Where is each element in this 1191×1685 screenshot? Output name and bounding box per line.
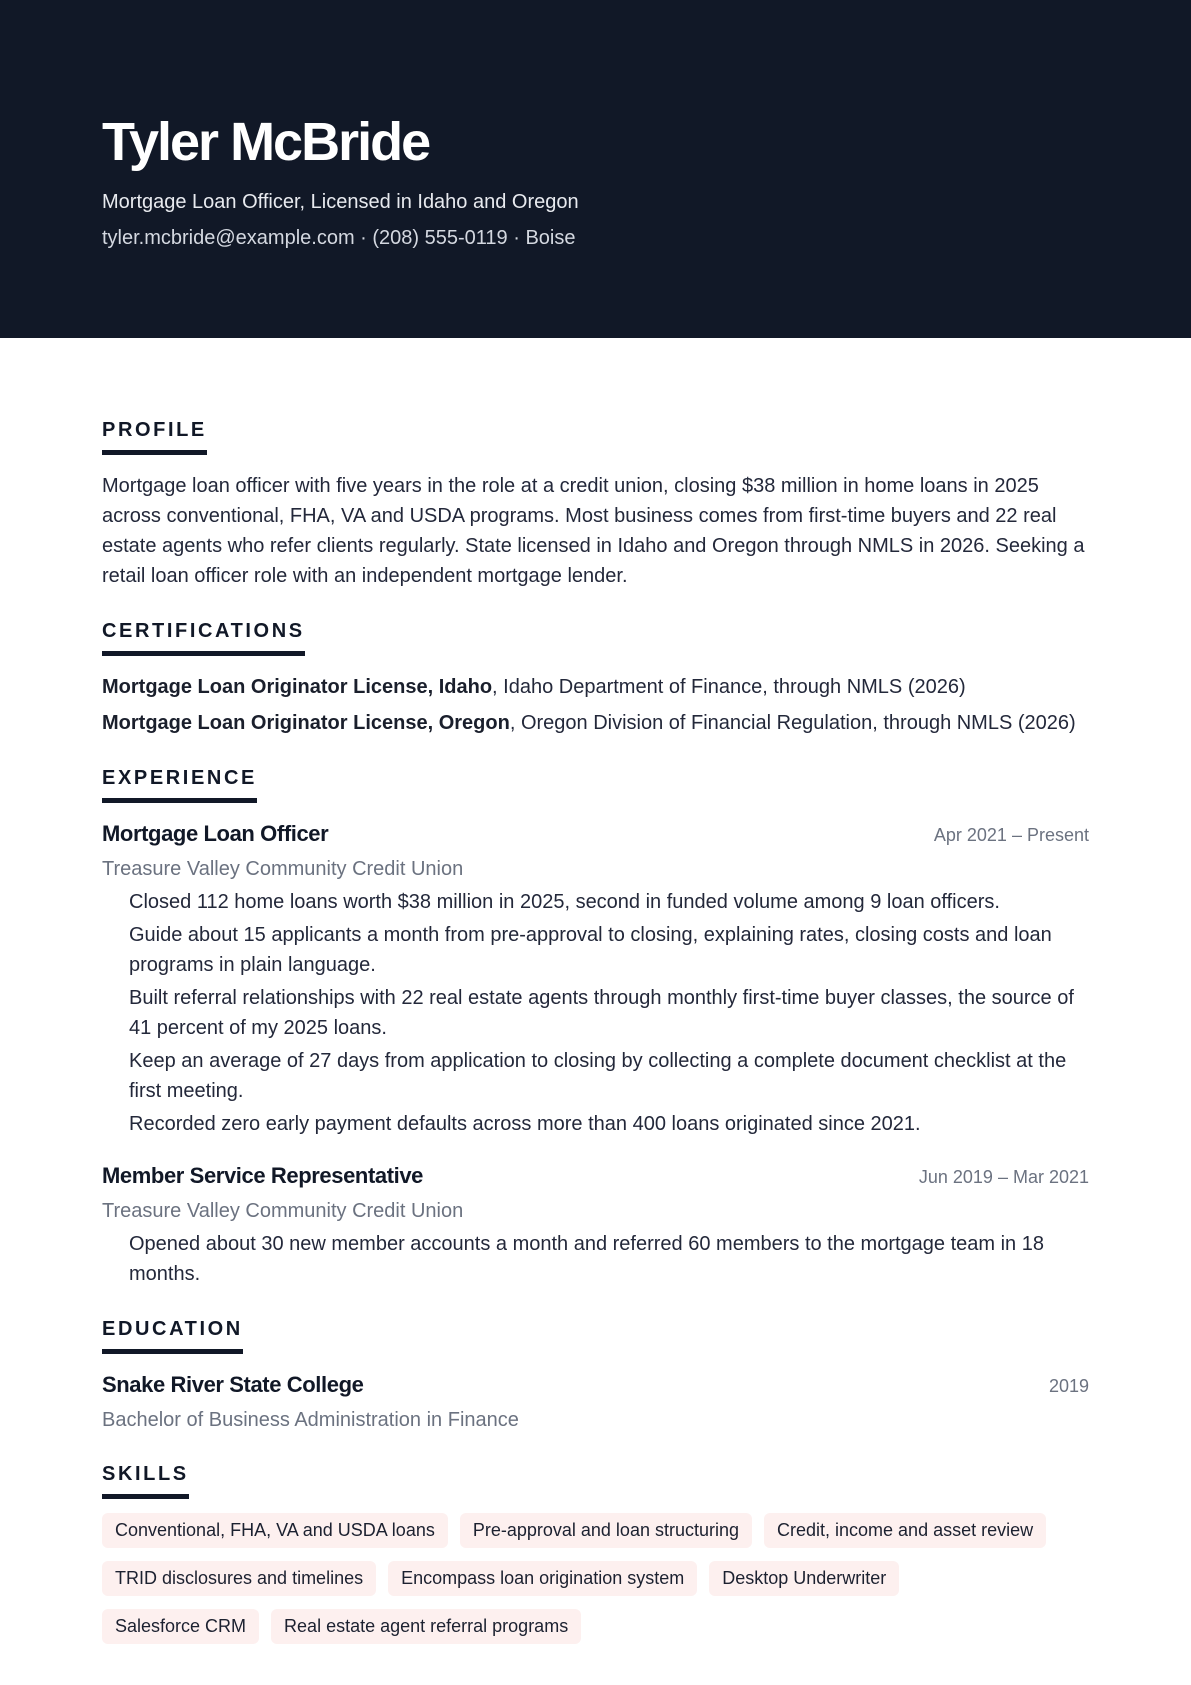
- skill-chip: Pre-approval and loan structuring: [460, 1513, 752, 1548]
- experience-section: [102, 764, 1089, 1289]
- candidate-name: Tyler McBride: [102, 112, 430, 172]
- degree: Bachelor of Business Administration in Finance: [102, 1409, 519, 1431]
- skill-chip: Salesforce CRM: [102, 1609, 259, 1644]
- job-bullet: Keep an average of 27 days from application to closing by collecting a complete document checklist at the first meeting.: [129, 1050, 1067, 1102]
- certification-detail: , Oregon Division of Financial Regulation, through NMLS (2026): [509, 712, 1076, 734]
- job-organization: Treasure Valley Community Credit Union: [102, 1200, 464, 1222]
- certification-name: Mortgage Loan Originator License, Oregon: [102, 712, 510, 734]
- skills-list: [102, 1513, 1062, 1644]
- school-name: Snake River State College: [102, 1372, 364, 1397]
- job-entry: [102, 1161, 1089, 1289]
- education-entry: [102, 1370, 1089, 1434]
- job-entry: [102, 819, 1089, 1139]
- certification-list: [102, 672, 1089, 738]
- job-title: Member Service Representative: [102, 1163, 424, 1188]
- job-bullet: Closed 112 home loans worth $38 million in 2025, second in funded volume among 9 loan officers.: [129, 891, 1000, 913]
- certification-name: Mortgage Loan Originator License, Idaho: [102, 676, 493, 698]
- job-bullet: Guide about 15 applicants a month from pre-approval to closing, explaining rates, closing costs and loan programs in plain language.: [129, 924, 1052, 976]
- job-bullets: [102, 1229, 1089, 1289]
- job-bullet: Recorded zero early payment defaults across more than 400 loans originated since 2021.: [129, 1113, 921, 1135]
- skill-chip: Encompass loan origination system: [388, 1561, 697, 1596]
- job-dates: Apr 2021 – Present: [933, 825, 1089, 845]
- skill-chip: Conventional, FHA, VA and USDA loans: [102, 1513, 448, 1548]
- education-header: [102, 1370, 1089, 1400]
- skill-chip: Credit, income and asset review: [764, 1513, 1046, 1548]
- certification-item: [102, 672, 1089, 702]
- certification-item: [102, 708, 1089, 738]
- job-dates: Jun 2019 – Mar 2021: [918, 1167, 1089, 1187]
- profile-text: Mortgage loan officer with five years in the role at a credit union, closing $38 million in home loans in 2025 across conventional, FHA, VA and USDA programs. Most business comes from first-time buyers and 22 real estate agents who refer clients regularly. State licensed in Idaho and Oregon through NMLS in 2026. Seeking a retail loan officer role with an independent mortgage lender.: [102, 475, 1085, 587]
- job-bullet: Built referral relationships with 22 real estate agents through monthly first-time buyer classes, the source of 41 percent of my 2025 loans.: [129, 987, 1074, 1039]
- section-title-profile: PROFILE: [102, 416, 207, 455]
- resume-body: [0, 338, 1191, 1644]
- education-section: [102, 1315, 1089, 1434]
- certification-detail: , Idaho Department of Finance, through NMLS (2026): [492, 676, 966, 698]
- contact-line: tyler.mcbride@example.com · (208) 555-0119 · Boise: [102, 227, 576, 249]
- job-header: [102, 1161, 1089, 1191]
- job-bullets: [102, 887, 1089, 1139]
- job-bullet: Opened about 30 new member accounts a month and referred 60 members to the mortgage team in 18 months.: [129, 1233, 1044, 1285]
- candidate-tagline: Mortgage Loan Officer, Licensed in Idaho and Oregon: [102, 191, 579, 213]
- resume-header: [0, 0, 1191, 338]
- certifications-section: [102, 617, 1089, 738]
- job-organization: Treasure Valley Community Credit Union: [102, 858, 464, 880]
- skills-section: [102, 1460, 1089, 1644]
- section-title-certifications: CERTIFICATIONS: [102, 617, 305, 656]
- job-header: [102, 819, 1089, 849]
- section-title-experience: EXPERIENCE: [102, 764, 257, 803]
- skill-chip: Desktop Underwriter: [709, 1561, 899, 1596]
- section-title-education: EDUCATION: [102, 1315, 243, 1354]
- skill-chip: Real estate agent referral programs: [271, 1609, 581, 1644]
- job-title: Mortgage Loan Officer: [102, 821, 329, 846]
- skill-chip: TRID disclosures and timelines: [102, 1561, 376, 1596]
- profile-section: [102, 416, 1089, 591]
- graduation-year: 2019: [1048, 1376, 1089, 1396]
- section-title-skills: SKILLS: [102, 1460, 189, 1499]
